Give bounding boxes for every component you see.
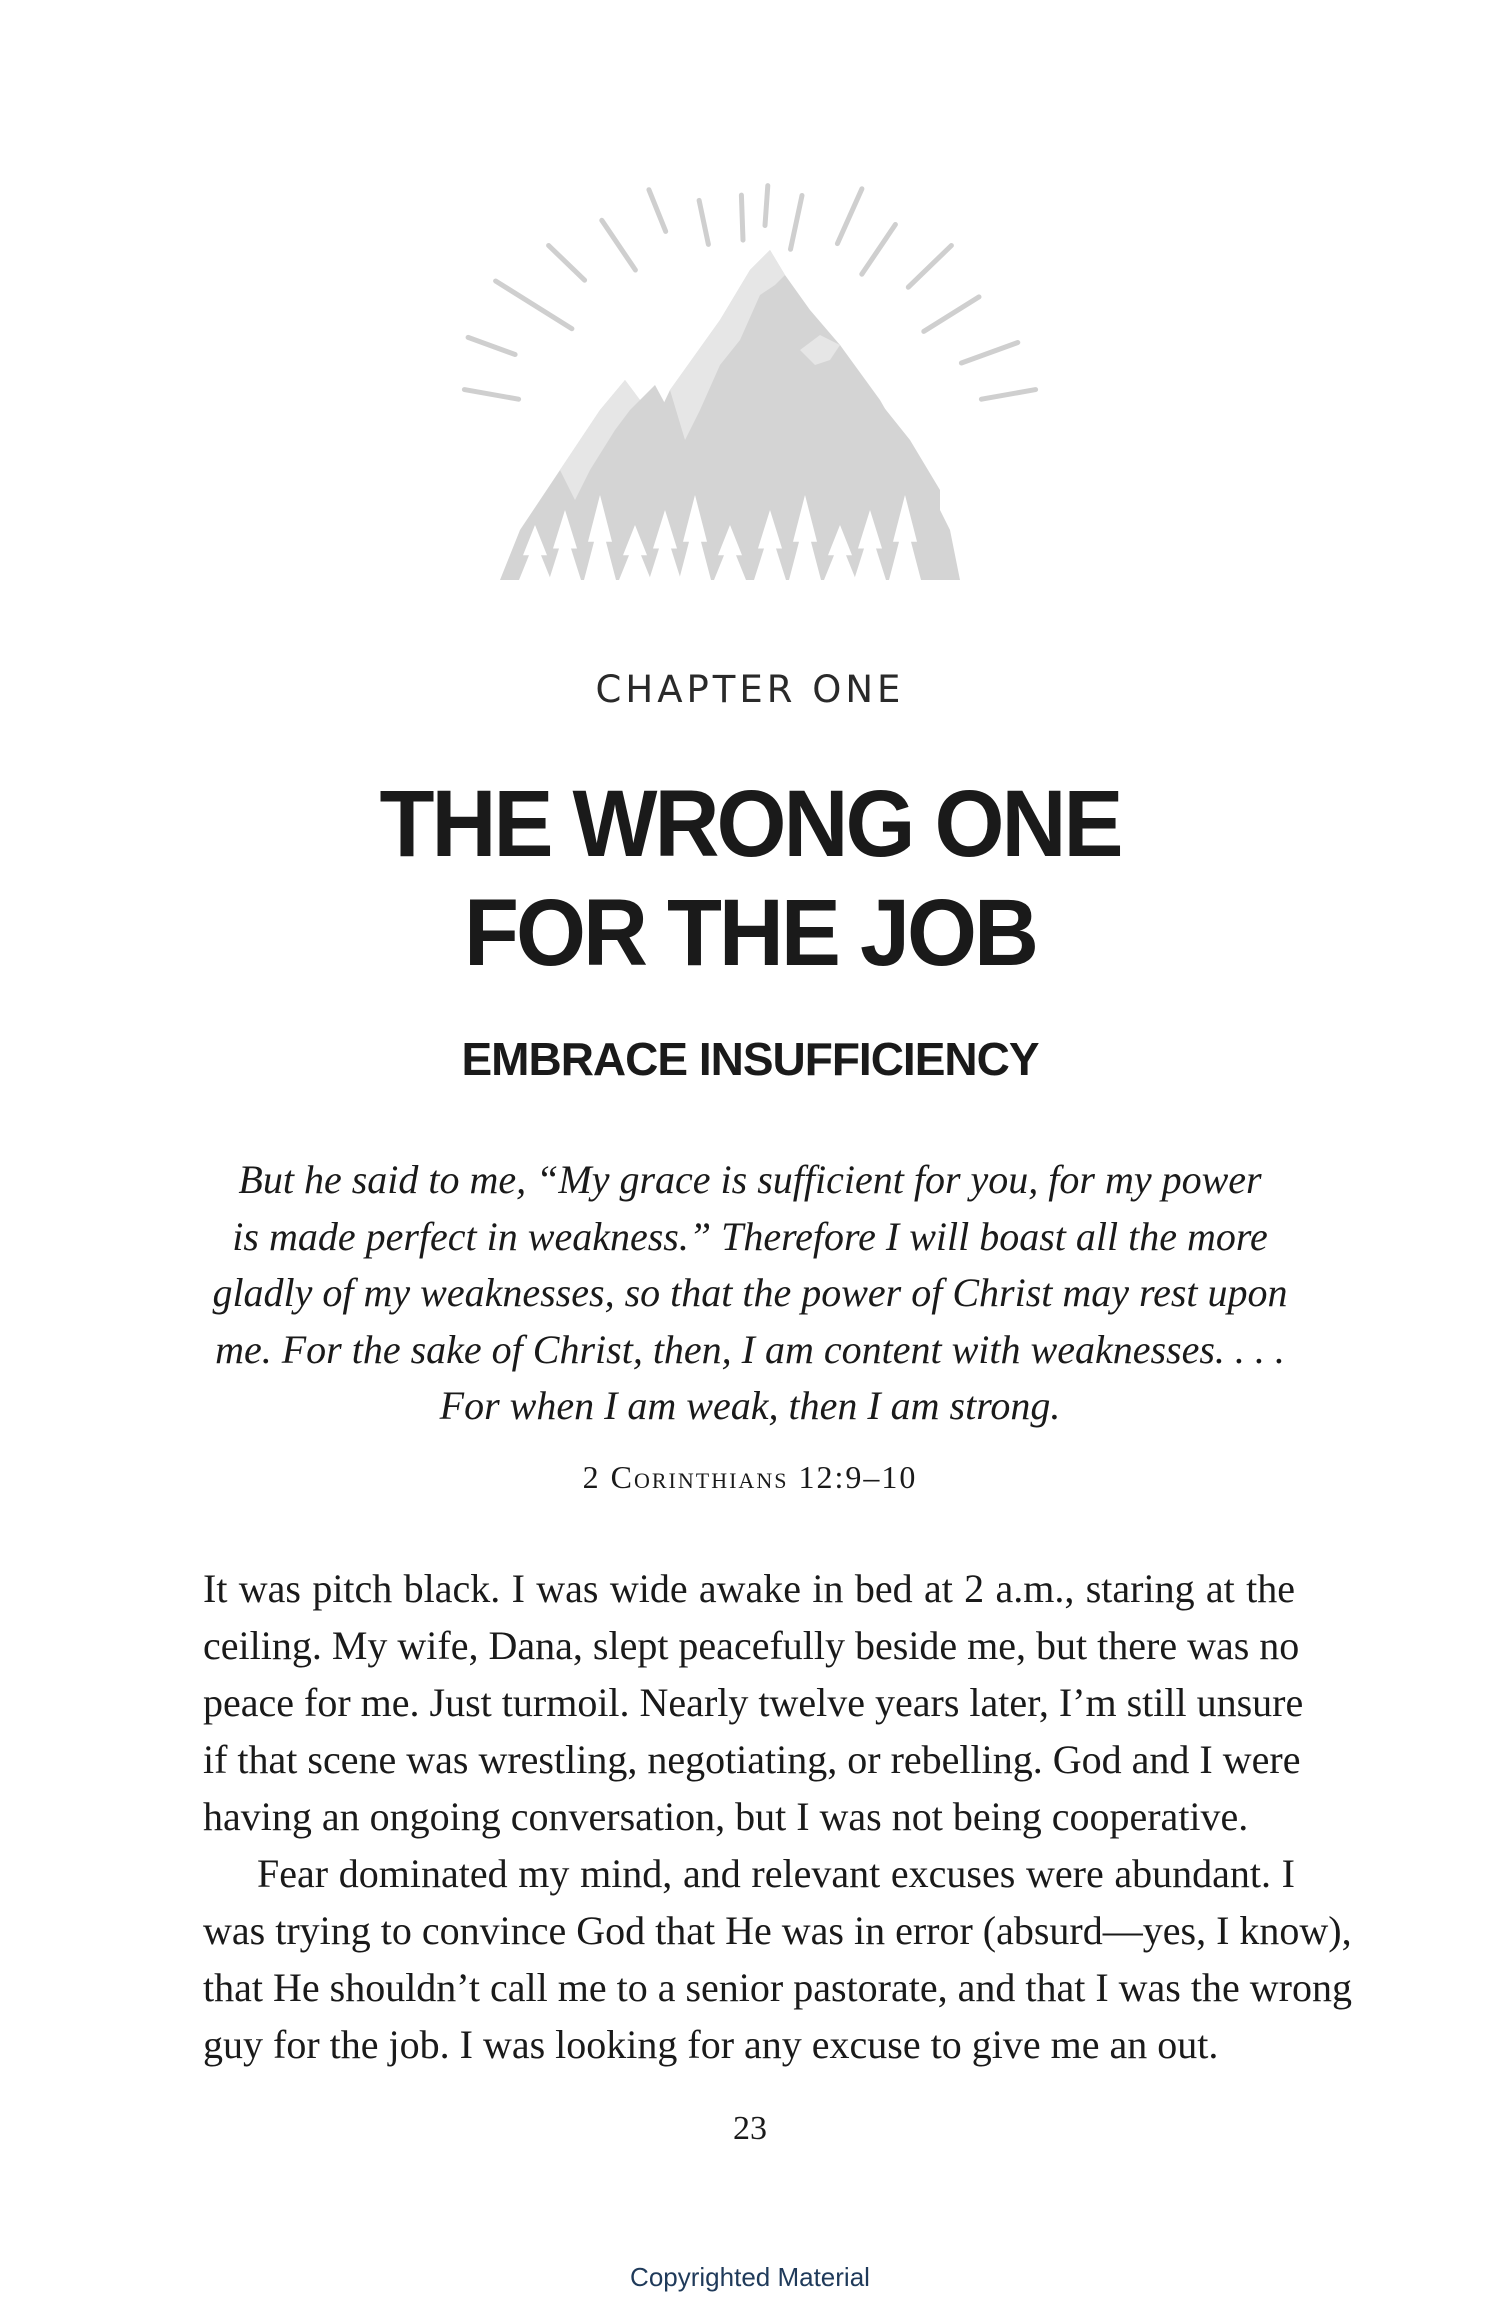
sunburst-ray — [464, 390, 518, 400]
sunburst-ray — [908, 246, 951, 288]
epigraph-line: For when I am weak, then I am strong. — [439, 1383, 1061, 1428]
sunburst-ray — [924, 297, 979, 332]
epigraph-citation: 2 Corinthians 12:9–10 — [582, 1459, 918, 1495]
epigraph-line: gladly of my weaknesses, so that the power of Christ may rest upon — [212, 1270, 1288, 1315]
mountain-sunburst-icon — [440, 110, 1060, 590]
sunburst-ray — [981, 390, 1035, 400]
sunburst-ray — [549, 246, 585, 281]
sunburst-ray — [961, 343, 1017, 364]
text-line: if that scene was wrestling, negotiating, or rebelling. God and I were — [203, 1737, 1301, 1782]
chapter-label: CHAPTER ONE — [595, 668, 905, 711]
chapter-title-line: THE WRONG ONE — [379, 771, 1121, 877]
epigraph-line: But he said to me, “My grace is sufficient for you, for my power — [238, 1157, 1262, 1202]
sunburst-ray — [699, 200, 708, 244]
copyright-notice: Copyrighted Material — [630, 2262, 870, 2292]
sunburst-ray — [791, 196, 803, 250]
sunburst-ray — [649, 190, 666, 232]
text-line: peace for me. Just turmoil. Nearly twelve years later, I’m still unsure — [203, 1680, 1304, 1725]
paragraph — [203, 1845, 1352, 2073]
text-line: It was pitch black. I was wide awake in bed at 2 a.m., staring at the — [203, 1566, 1295, 1611]
sunburst-ray — [468, 337, 515, 354]
chapter-subtitle: EMBRACE INSUFFICIENCY — [461, 1033, 1039, 1085]
text-line: was trying to convince God that He was in error (absurd—yes, I know), — [203, 1908, 1352, 1953]
text-line: having an ongoing conversation, but I was not being cooperative. — [203, 1794, 1249, 1839]
sunburst-ray — [602, 220, 636, 270]
text-line: guy for the job. I was looking for any excuse to give me an out. — [203, 2022, 1219, 2067]
epigraph-line: me. For the sake of Christ, then, I am content with weaknesses. . . . — [215, 1326, 1285, 1372]
text-line: Fear dominated my mind, and relevant excuses were abundant. I — [257, 1851, 1295, 1896]
sunburst-ray — [496, 281, 572, 329]
text-line: that He shouldn’t call me to a senior pastorate, and that I was the wrong — [203, 1965, 1352, 2010]
chapter-title — [0, 770, 1500, 988]
sunburst-ray — [862, 225, 896, 275]
sunburst-ray — [837, 189, 862, 244]
paragraph — [203, 1560, 1304, 1845]
text-line: ceiling. My wife, Dana, slept peacefully beside me, but there was no — [203, 1623, 1300, 1668]
epigraph — [200, 1152, 1300, 1435]
page-number: 23 — [733, 2110, 767, 2147]
body-text — [203, 1560, 1352, 2073]
sunburst-ray — [741, 195, 743, 240]
chapter-title-line: FOR THE JOB — [463, 881, 1037, 987]
epigraph-line: is made perfect in weakness.” Therefore I will boast all the more — [232, 1213, 1268, 1259]
sunburst-ray — [765, 186, 768, 226]
